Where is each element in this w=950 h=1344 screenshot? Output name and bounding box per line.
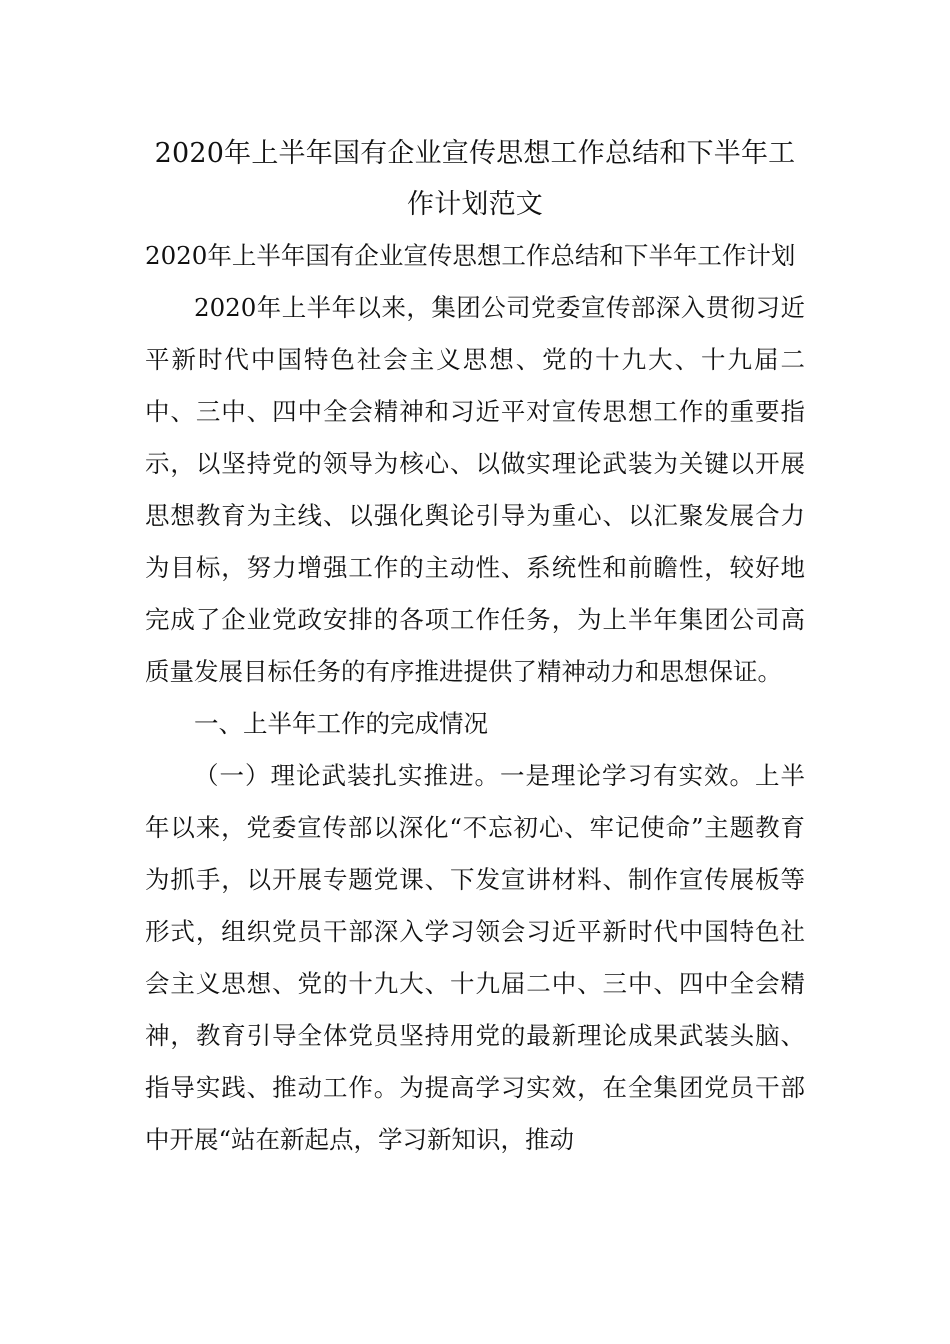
section-heading: 一、上半年工作的完成情况 [194,709,488,738]
document-body [145,128,805,1166]
document-subtitle: 2020年上半年国有企业宣传思想工作总结和下半年工作计划 [145,241,796,270]
document-title: 2020年上半年国有企业宣传思想工作总结和下半年工作计划范文 [154,138,796,220]
intro-paragraph: 2020年上半年以来，集团公司党委宣传部深入贯彻习近平新时代中国特色社会主义思想、党的十九大、十九届二中、三中、四中全会精神和习近平对宣传思想工作的重要指示，以坚持党的领导为核心、以做实理论武装为关键以开展思想教育为主线、以强化舆论引导为重心、以汇聚发展合力为目标，努力增强工作的主动性、系统性和前瞻性，较好地完成了企业党政安排的各项工作任务，为上半年集团公司高质量发展目标任务的有序推进提供了精神动力和思想保证。 [145,293,805,686]
body-paragraph: （一）理论武装扎实推进。一是理论学习有实效。上半年以来，党委宣传部以深化“不忘初心、牢记使命”主题教育为抓手，以开展专题党课、下发宣讲材料、制作宣传展板等形式，组织党员干部深入学习领会习近平新时代中国特色社会主义思想、党的十九大、十九届二中、三中、四中全会精神，教育引导全体党员坚持用党的最新理论成果武装头脑、指导实践、推动工作。为提高学习实效，在全集团党员干部中开展“站在新起点，学习新知识，推动 [145,761,805,1154]
